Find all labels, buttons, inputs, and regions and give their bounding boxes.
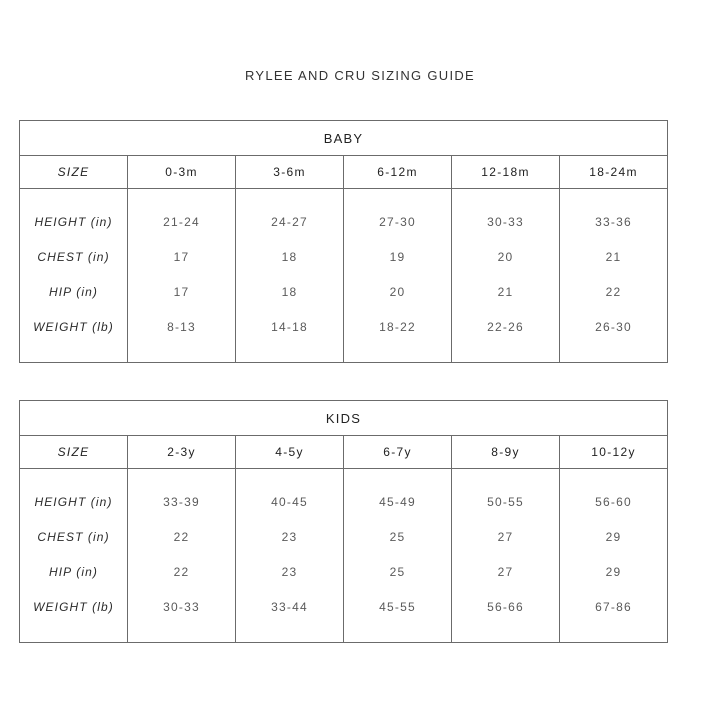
height-value: 30-33: [487, 215, 524, 229]
size-header: 10-12y: [560, 436, 667, 469]
row-label-weight: WEIGHT (lb): [33, 600, 114, 614]
hip-value: 25: [389, 565, 406, 579]
height-value: 40-45: [271, 495, 308, 509]
size-column: [452, 436, 560, 642]
chest-value: 20: [497, 250, 514, 264]
size-header: 6-7y: [344, 436, 451, 469]
hip-value: 22: [173, 565, 190, 579]
row-label-height: HEIGHT (in): [34, 495, 113, 509]
height-value: 45-49: [379, 495, 416, 509]
size-header: 12-18m: [452, 156, 559, 189]
height-value: 56-60: [595, 495, 632, 509]
size-column: [236, 436, 344, 642]
size-column: [452, 156, 560, 362]
label-column: [20, 436, 128, 642]
chest-value: 19: [389, 250, 406, 264]
row-label-weight: WEIGHT (lb): [33, 320, 114, 334]
size-label-header: SIZE: [20, 156, 127, 189]
hip-value: 17: [173, 285, 190, 299]
height-value: 50-55: [487, 495, 524, 509]
chest-value: 21: [605, 250, 622, 264]
table-body: [20, 156, 667, 362]
size-column: [344, 436, 452, 642]
size-column: [344, 156, 452, 362]
label-column: [20, 156, 128, 362]
hip-value: 23: [281, 565, 298, 579]
chest-value: 22: [173, 530, 190, 544]
size-column: [128, 156, 236, 362]
chest-value: 23: [281, 530, 298, 544]
size-header: 6-12m: [344, 156, 451, 189]
row-label-chest: CHEST (in): [37, 530, 110, 544]
chest-value: 17: [173, 250, 190, 264]
row-label-hip: HIP (in): [48, 565, 99, 579]
hip-value: 20: [389, 285, 406, 299]
height-value: 33-36: [595, 215, 632, 229]
chest-value: 25: [389, 530, 406, 544]
size-label-header: SIZE: [20, 436, 127, 469]
table-heading: KIDS: [20, 401, 667, 436]
weight-value: 22-26: [487, 320, 524, 334]
kids-size-table: [19, 400, 668, 643]
size-header: 4-5y: [236, 436, 343, 469]
height-value: 33-39: [163, 495, 200, 509]
size-column: [128, 436, 236, 642]
table-body: [20, 436, 667, 642]
chest-value: 29: [605, 530, 622, 544]
height-value: 27-30: [379, 215, 416, 229]
weight-value: 45-55: [379, 600, 416, 614]
hip-value: 18: [281, 285, 298, 299]
weight-value: 33-44: [271, 600, 308, 614]
baby-size-table: [19, 120, 668, 363]
size-header: 3-6m: [236, 156, 343, 189]
table-heading: BABY: [20, 121, 667, 156]
row-label-height: HEIGHT (in): [34, 215, 113, 229]
weight-value: 67-86: [595, 600, 632, 614]
size-column: [560, 156, 667, 362]
hip-value: 27: [497, 565, 514, 579]
chest-value: 18: [281, 250, 298, 264]
size-header: 8-9y: [452, 436, 559, 469]
weight-value: 26-30: [595, 320, 632, 334]
weight-value: 30-33: [163, 600, 200, 614]
size-header: 2-3y: [128, 436, 235, 469]
size-header: 0-3m: [128, 156, 235, 189]
row-label-hip: HIP (in): [48, 285, 99, 299]
size-column: [560, 436, 667, 642]
hip-value: 21: [497, 285, 514, 299]
page-title: RYLEE AND CRU SIZING GUIDE: [244, 68, 476, 83]
hip-value: 22: [605, 285, 622, 299]
size-header: 18-24m: [560, 156, 667, 189]
weight-value: 56-66: [487, 600, 524, 614]
weight-value: 18-22: [379, 320, 416, 334]
weight-value: 14-18: [271, 320, 308, 334]
chest-value: 27: [497, 530, 514, 544]
height-value: 21-24: [163, 215, 200, 229]
weight-value: 8-13: [167, 320, 196, 334]
hip-value: 29: [605, 565, 622, 579]
row-label-chest: CHEST (in): [37, 250, 110, 264]
size-column: [236, 156, 344, 362]
height-value: 24-27: [271, 215, 308, 229]
